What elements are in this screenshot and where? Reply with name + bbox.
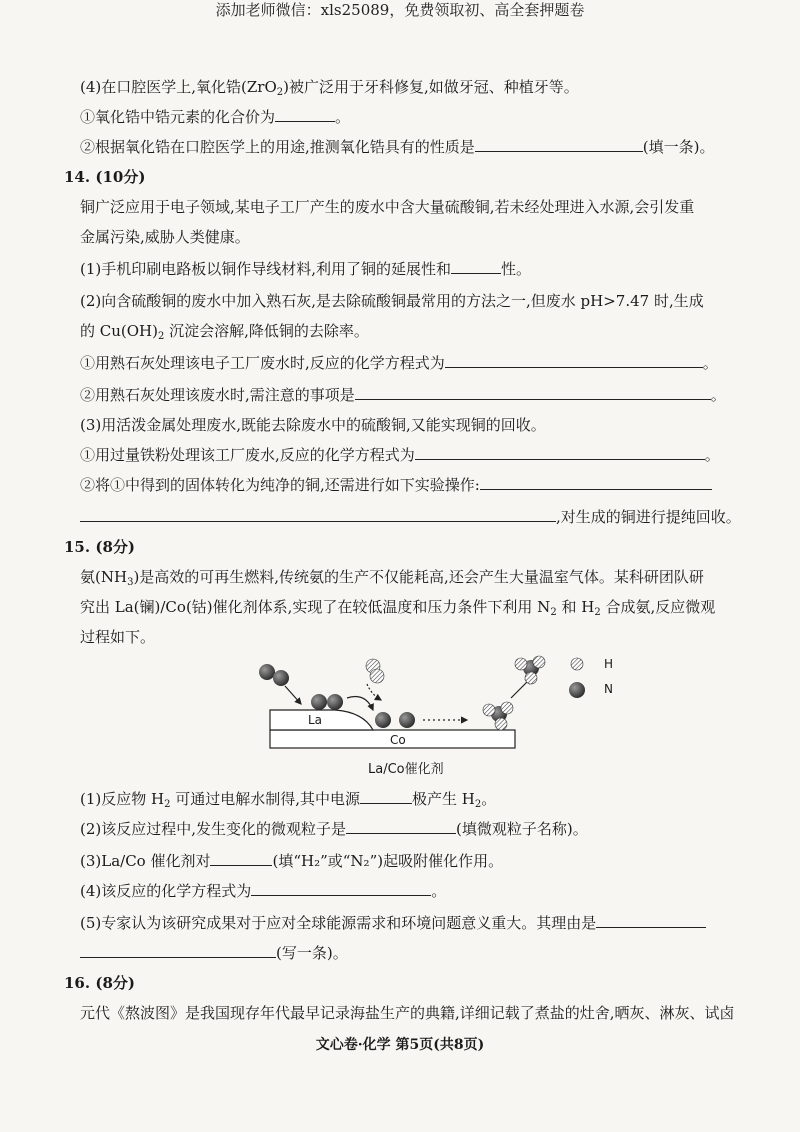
q15-intro-2: 究出 La(镧)/Co(钴)催化剂体系,实现了在较低温度和压力条件下利用 $N_2$ 和 $H_2$ 合成氨,反应微观 <box>80 598 716 618</box>
q16-number: 16. (8分) <box>64 974 135 992</box>
h-atom <box>495 718 507 730</box>
answer-blank[interactable] <box>451 259 501 274</box>
h-atom <box>483 704 495 716</box>
header-banner: 添加老师微信：xls25089，免费领取初、高全套押题卷 <box>215 1 585 19</box>
q15-p4: (4)该反应的化学方程式为 。 <box>80 882 447 900</box>
answer-blank[interactable] <box>480 475 712 490</box>
q13-p4-1: ①氧化锆中锆元素的化合价为 。 <box>80 108 351 126</box>
q14-p2-2: ②用熟石灰处理该废水时,需注意的事项是 。 <box>80 386 726 404</box>
h-atom <box>501 702 513 714</box>
n-atom <box>399 712 415 728</box>
legend-n-icon <box>569 682 585 698</box>
q15-p5: (5)专家认为该研究成果对于应对全球能源需求和环境问题意义重大。其理由是 <box>80 912 706 934</box>
answer-blank[interactable] <box>80 507 556 522</box>
n-atom <box>259 664 275 680</box>
legend-h-icon <box>571 658 583 670</box>
answer-blank[interactable] <box>80 943 276 958</box>
q15-intro-3: 过程如下。 <box>80 628 156 646</box>
arrow <box>347 697 373 711</box>
answer-blank[interactable] <box>415 445 705 460</box>
legend-h-label: H <box>604 657 614 671</box>
q14-number: 14. (10分) <box>64 168 146 186</box>
answer-blank[interactable] <box>251 881 431 896</box>
n-atom <box>311 694 327 710</box>
figure-caption: La/Co催化剂 <box>368 762 444 777</box>
n-atom <box>273 670 289 686</box>
q14-p1: (1)手机印刷电路板以铜作导线材料,利用了铜的延展性和 性。 <box>80 260 532 278</box>
answer-blank[interactable] <box>355 385 711 400</box>
answer-blank[interactable] <box>275 107 335 122</box>
h-atom <box>515 658 527 670</box>
n-atom <box>375 712 391 728</box>
q16-intro: 元代《熬波图》是我国现存年代最早记录海盐生产的典籍,详细记载了煮盐的灶舍,晒灰、淋灰、试卤 <box>80 1004 735 1022</box>
h-atom <box>370 669 384 683</box>
q14-intro-2: 金属污染,威胁人类健康。 <box>80 228 250 246</box>
arrow <box>285 686 301 704</box>
q14-p3: (3)用活泼金属处理废水,既能去除废水中的硫酸铜,又能实现铜的回收。 <box>80 416 546 434</box>
q14-p3-2: ②将①中得到的固体转化为纯净的铜,还需进行如下实验操作: <box>80 474 712 496</box>
q15-p5-cont: (写一条)。 <box>80 942 348 964</box>
q14-intro-1: 铜广泛应用于电子领域,某电子工厂产生的废水中含大量硫酸铜,若未经处理进入水源,会引发重 <box>80 198 695 216</box>
n-atom <box>327 694 343 710</box>
answer-blank[interactable] <box>360 789 412 804</box>
page-footer: 文心卷·化学 第5页(共8页) <box>315 1037 485 1053</box>
answer-blank[interactable] <box>210 851 272 866</box>
q14-p3-2-cont: ,对生成的铜进行提纯回收。 <box>80 506 741 528</box>
arrow <box>367 684 381 700</box>
q14-p2b: 的 $Cu(OH)_2$ 沉淀会溶解,降低铜的去除率。 <box>80 322 369 342</box>
q15-p2: (2)该反应过程中,发生变化的微观粒子是 (填微观粒子名称)。 <box>80 820 588 838</box>
answer-blank[interactable] <box>445 353 703 368</box>
q15-p3: (3)La/Co 催化剂对 (填“H₂”或“N₂”)起吸附催化作用。 <box>80 852 504 870</box>
answer-blank[interactable] <box>596 913 706 928</box>
la-label: La <box>308 713 323 727</box>
co-label: Co <box>390 733 406 747</box>
q15-p1: (1)反应物 $H_2$ 可通过电解水制得,其中电源 极产生 $H_2$。 <box>80 790 497 810</box>
q13-p4-2: ②根据氧化锆在口腔医学上的用途,推测氧化锆具有的性质是 (填一条)。 <box>80 138 715 156</box>
answer-blank[interactable] <box>346 819 456 834</box>
q14-p3-1: ①用过量铁粉处理该工厂废水,反应的化学方程式为 。 <box>80 446 720 464</box>
q15-intro-1: 氨$(NH_3)$是高效的可再生燃料,传统氨的生产不仅能耗高,还会产生大量温室气体。某科研团队研 <box>80 568 704 588</box>
h-atom <box>533 656 545 668</box>
q14-p2-1: ①用熟石灰处理该电子工厂废水时,反应的化学方程式为 。 <box>80 354 718 372</box>
legend-n-label: N <box>604 682 613 696</box>
q14-p2a: (2)向含硫酸铜的废水中加入熟石灰,是去除硫酸铜最常用的方法之一,但废水 pH>7.47 时,生成 <box>80 292 704 310</box>
answer-blank[interactable] <box>475 137 643 152</box>
q15-number: 15. (8分) <box>64 538 135 556</box>
q13-p4: (4)在口腔医学上,氧化锆(ZrO$_2$)被广泛用于牙科修复,如做牙冠、种植牙等。 <box>80 78 579 98</box>
h-atom <box>525 672 537 684</box>
